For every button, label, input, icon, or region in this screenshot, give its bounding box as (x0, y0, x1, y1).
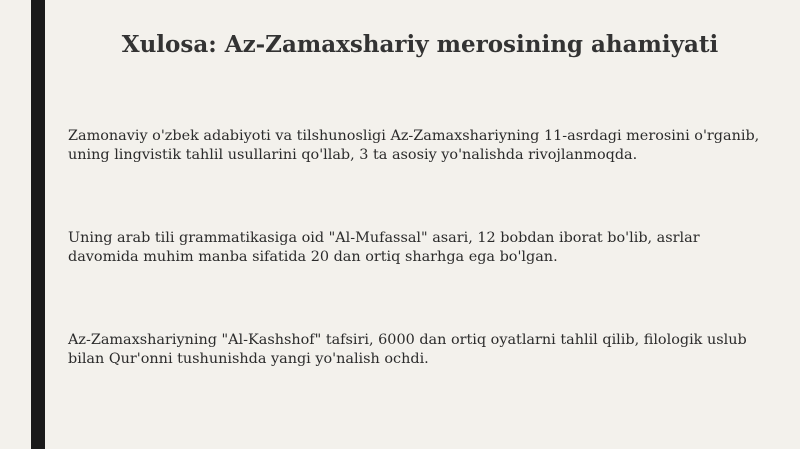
paragraph-modern-study: Zamonaviy o'zbek adabiyoti va tilshunosligi Az-Zamaxshariyning 11-asrdagi merosini o'rganib, uning lingvistik tahlil usullarini qo'llab, 3 ta asosiy yo'nalishda rivojlanmoqda. (68, 128, 760, 163)
accent-bar (31, 0, 45, 449)
slide-title: Xulosa: Az-Zamaxshariy merosining ahamiyati (121, 31, 719, 58)
paragraph-al-kashshof: Az-Zamaxshariyning "Al-Kashshof" tafsiri, 6000 dan ortiq oyatlarni tahlil qilib, filologik uslub bilan Qur'onni tushunishda yangi yo'nalish ochdi. (68, 332, 747, 367)
paragraph-al-mufassal: Uning arab tili grammatikasiga oid "Al-Mufassal" asari, 12 bobdan iborat bo'lib, asrlar davomida muhim manba sifatida 20 dan ortiq sharhga ega bo'lgan. (68, 230, 700, 265)
